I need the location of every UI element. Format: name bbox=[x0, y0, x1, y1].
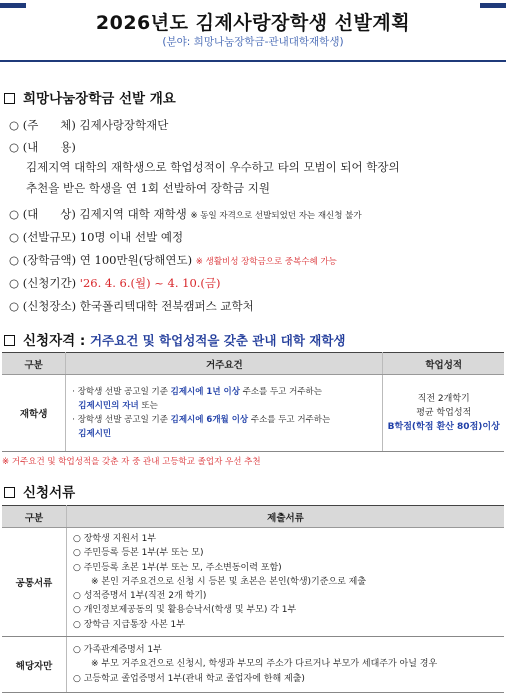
section-overview-heading bbox=[4, 87, 176, 107]
list-item-note: ※ 부모 거주요건으로 신청시, 학생과 부모의 주소가 다르거나 부모가 세대주가 아닐 경우 bbox=[91, 659, 438, 670]
table-header: 제출서류 bbox=[67, 506, 505, 528]
list-item: ○ 장학금 지급통장 사본 1부 bbox=[73, 619, 185, 630]
documents-table bbox=[2, 505, 504, 693]
section-title: 신청서류 bbox=[23, 485, 76, 501]
list-item: ○ 장학생 지원서 1부 bbox=[73, 534, 157, 544]
checkbox-icon bbox=[4, 487, 15, 498]
list-item-note: ※ 본인 거주요건으로 신청 시 등본 및 초본은 본인(학생)기준으로 제출 bbox=[91, 576, 367, 587]
page-subtitle: (분야: 희망나눔장학금-관내대학재학생) bbox=[162, 36, 344, 48]
list-item: ○ 가족관계증명서 1부 bbox=[73, 645, 162, 656]
overview-content-line-2: 추천을 받은 학생을 연 1회 선발하여 장학금 지원 bbox=[26, 181, 270, 195]
table-header: 구분 bbox=[2, 506, 67, 528]
eligibility-table bbox=[2, 352, 504, 452]
row-label: 재학생 bbox=[2, 375, 66, 452]
residence-requirement: · 장학생 선발 공고일 기준 김제시에 1년 이상 주소를 두고 거주하는 김제시민의 자녀 또는 · 장학생 선발 공고일 기준 김제시에 6개월 이상 주소를 두고 거주하는 김제시민 bbox=[66, 375, 383, 452]
overview-item-host: ○ (주 체) 김제사랑장학재단 bbox=[9, 118, 169, 132]
section-title: 신청자격 : bbox=[23, 333, 86, 349]
row-label: 공통서류 bbox=[2, 528, 67, 637]
row-label: 해당자만 bbox=[2, 637, 67, 693]
list-item: ○ 개인정보제공동의 및 활용승낙서(학생 및 부모) 각 1부 bbox=[73, 605, 297, 616]
table-row bbox=[2, 637, 504, 693]
overview-item-amount: ○ (장학금액) 연 100만원(당해연도) ※ 생활비성 장학금으로 중복수혜 가능 bbox=[9, 253, 337, 267]
table-header: 거주요건 bbox=[66, 353, 383, 375]
overview-item-content: ○ (내 용) bbox=[9, 140, 76, 154]
list-item: ○ 주민등록 초본 1부(부 또는 모, 주소변동이력 포함) bbox=[73, 562, 282, 573]
checkbox-icon bbox=[4, 93, 15, 104]
conditional-documents-list bbox=[67, 637, 505, 693]
table-row bbox=[2, 528, 504, 637]
list-item: ○ 고등학교 졸업증명서 1부(관내 학교 졸업자에 한해 제출) bbox=[73, 673, 305, 684]
table-header: 학업성적 bbox=[383, 353, 504, 375]
overview-item-location: ○ (신청장소) 한국폴리텍대학 전북캠퍼스 교학처 bbox=[9, 299, 254, 313]
section-documents-heading bbox=[4, 481, 75, 501]
section-emphasis: 거주요건 및 학업성적을 갖춘 관내 대학 재학생 bbox=[89, 333, 346, 348]
page-title: 2026년도 김제사랑장학생 선발계획 bbox=[95, 12, 411, 34]
list-item: ○ 주민등록 등본 1부(부 또는 모) bbox=[73, 548, 204, 559]
overview-item-target: ○ (대 상) 김제지역 대학 재학생 ※ 동일 자격으로 선발되었던 자는 재신청 불가 bbox=[9, 207, 362, 221]
section-title: 희망나눔장학금 선발 개요 bbox=[23, 91, 176, 107]
grade-requirement: 직전 2개학기 평균 학업성적 B학점(학점 환산 80점)이상 bbox=[383, 375, 504, 452]
eligibility-note: ※ 거주요건 및 학업성적을 갖춘 자 중 관내 고등학교 졸업자 우선 추천 bbox=[2, 457, 261, 467]
list-item: ○ 성적증명서 1부(직전 2개 학기) bbox=[73, 591, 207, 602]
document-header bbox=[0, 0, 506, 62]
overview-item-period: ○ (신청기간) '26. 4. 6.(월) ~ 4. 10.(금) bbox=[9, 276, 221, 290]
section-eligibility-heading bbox=[4, 329, 346, 349]
header-divider bbox=[0, 60, 506, 62]
table-row bbox=[2, 375, 504, 452]
common-documents-list bbox=[67, 528, 505, 637]
overview-item-scale: ○ (선발규모) 10명 이내 선발 예정 bbox=[9, 230, 184, 244]
table-header: 구분 bbox=[2, 353, 66, 375]
checkbox-icon bbox=[4, 335, 15, 346]
overview-content-line-1: 김제지역 대학의 재학생으로 학업성적이 우수하고 타의 모범이 되어 학장의 bbox=[26, 160, 400, 174]
